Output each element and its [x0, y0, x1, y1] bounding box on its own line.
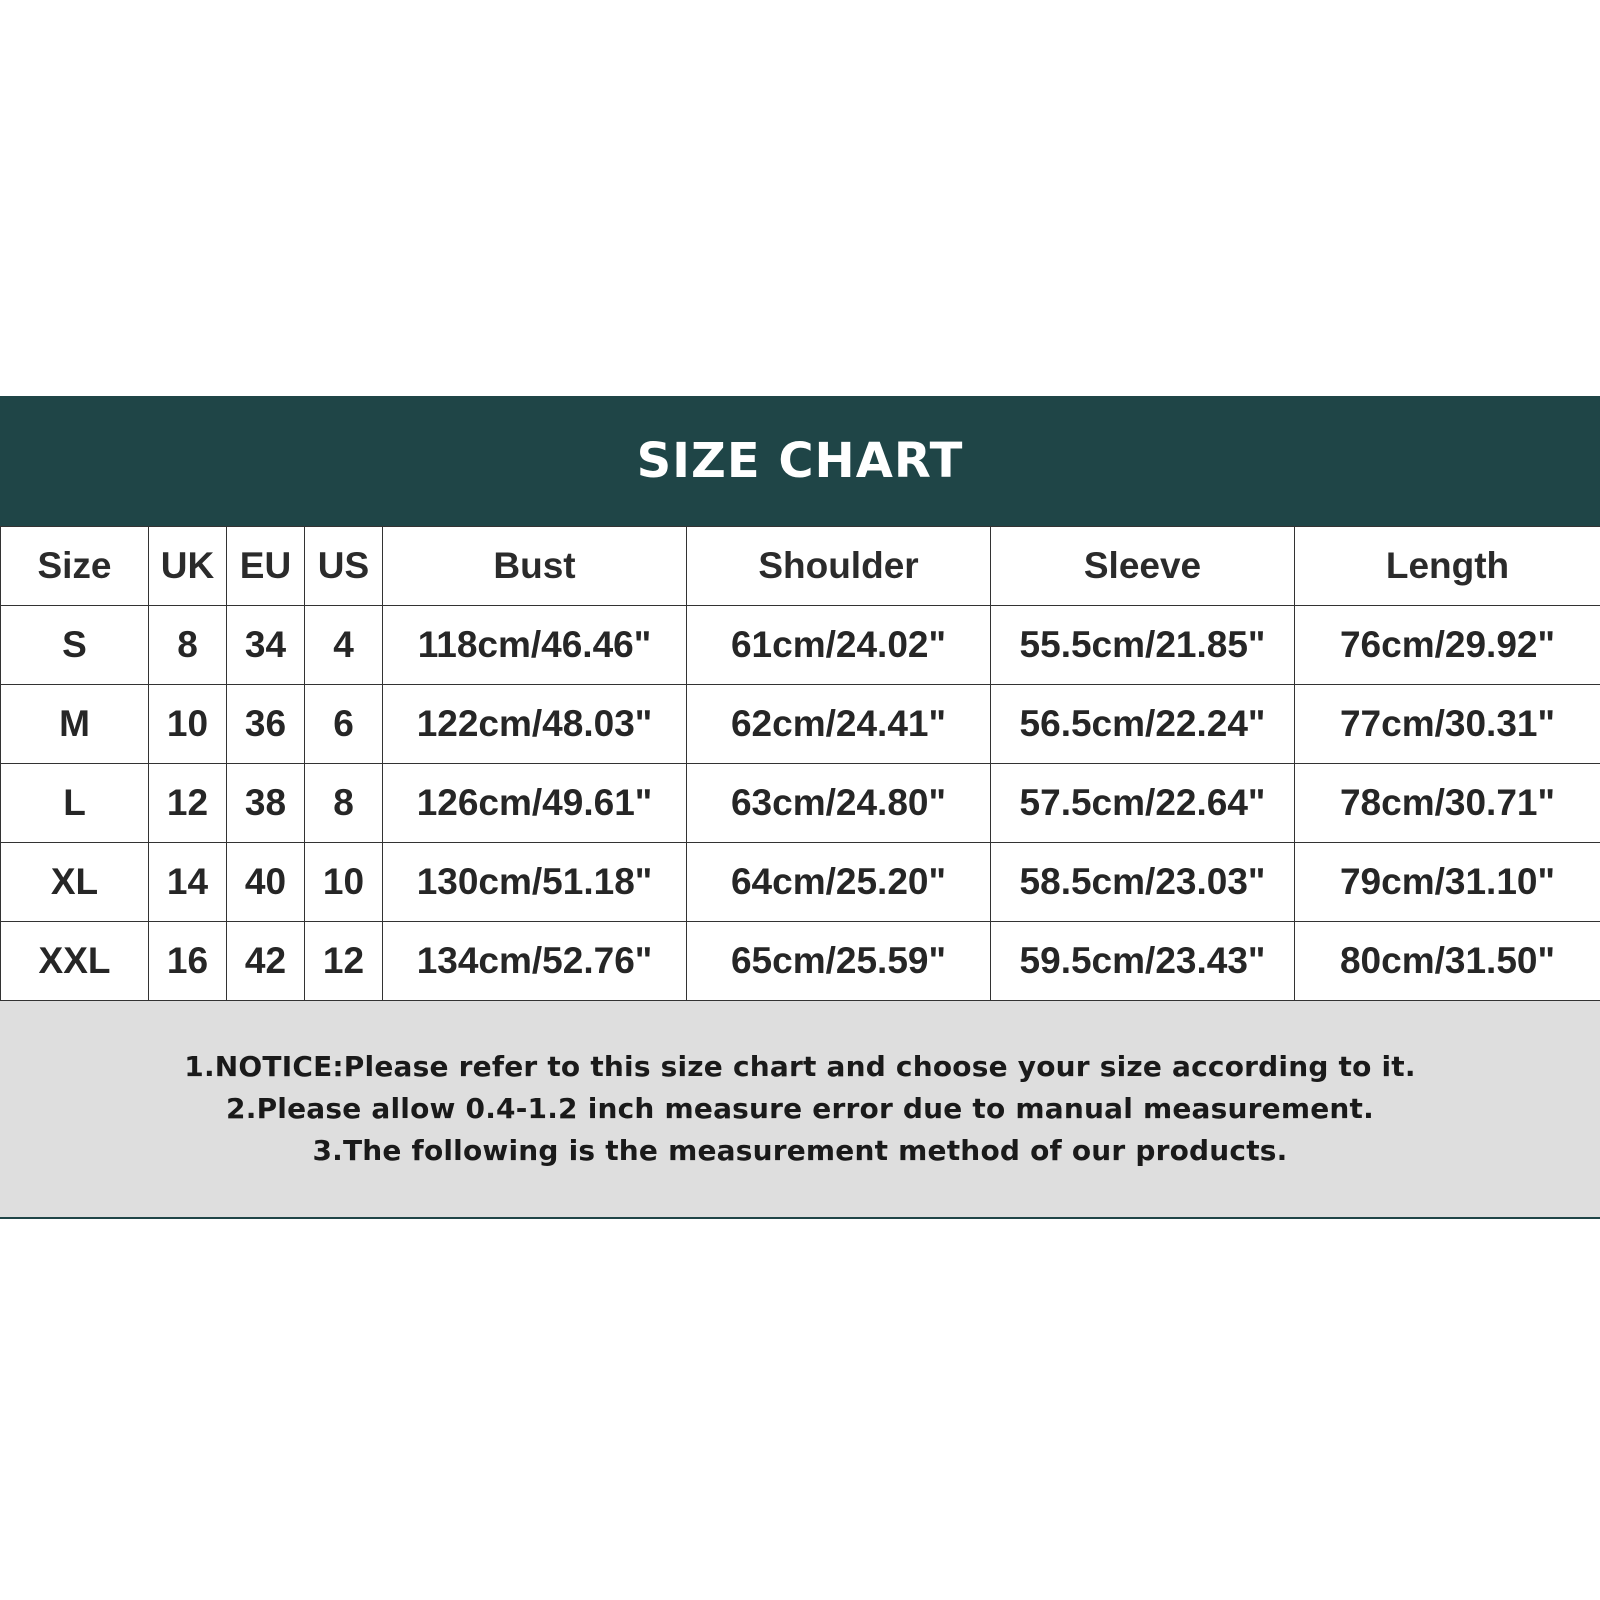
- cell-shoulder: 65cm/25.59": [687, 922, 991, 1001]
- cell-bust: 118cm/46.46": [383, 606, 687, 685]
- cell-us: 10: [305, 843, 383, 922]
- table-row: [1, 843, 1600, 922]
- cell-shoulder: 61cm/24.02": [687, 606, 991, 685]
- cell-bust: 134cm/52.76": [383, 922, 687, 1001]
- table-row: [1, 606, 1600, 685]
- cell-us: 8: [305, 764, 383, 843]
- size-table: [0, 526, 1600, 1001]
- table-row: [1, 685, 1600, 764]
- header-uk: UK: [149, 527, 227, 606]
- header-row: [1, 527, 1600, 606]
- header-us: US: [305, 527, 383, 606]
- cell-eu: 36: [227, 685, 305, 764]
- cell-us: 12: [305, 922, 383, 1001]
- note-line: 2.Please allow 0.4-1.2 inch measure error due to manual measurement.: [226, 1092, 1374, 1125]
- cell-length: 76cm/29.92": [1295, 606, 1600, 685]
- cell-sleeve: 58.5cm/23.03": [991, 843, 1295, 922]
- cell-eu: 42: [227, 922, 305, 1001]
- notes-panel: [0, 1001, 1600, 1219]
- cell-size: L: [1, 764, 149, 843]
- cell-eu: 38: [227, 764, 305, 843]
- cell-bust: 130cm/51.18": [383, 843, 687, 922]
- cell-bust: 122cm/48.03": [383, 685, 687, 764]
- cell-shoulder: 62cm/24.41": [687, 685, 991, 764]
- cell-length: 77cm/30.31": [1295, 685, 1600, 764]
- cell-uk: 10: [149, 685, 227, 764]
- cell-eu: 40: [227, 843, 305, 922]
- cell-uk: 16: [149, 922, 227, 1001]
- header-length: Length: [1295, 527, 1600, 606]
- header-bust: Bust: [383, 527, 687, 606]
- cell-us: 6: [305, 685, 383, 764]
- cell-size: S: [1, 606, 149, 685]
- table-row: [1, 922, 1600, 1001]
- cell-uk: 14: [149, 843, 227, 922]
- table-row: [1, 764, 1600, 843]
- title-bar: [0, 396, 1600, 526]
- cell-sleeve: 59.5cm/23.43": [991, 922, 1295, 1001]
- cell-shoulder: 64cm/25.20": [687, 843, 991, 922]
- header-size: Size: [1, 527, 149, 606]
- chart-title: SIZE CHART: [636, 433, 964, 489]
- size-chart: [0, 396, 1600, 1219]
- cell-size: M: [1, 685, 149, 764]
- cell-length: 79cm/31.10": [1295, 843, 1600, 922]
- cell-eu: 34: [227, 606, 305, 685]
- cell-sleeve: 57.5cm/22.64": [991, 764, 1295, 843]
- cell-size: XXL: [1, 922, 149, 1001]
- header-shoulder: Shoulder: [687, 527, 991, 606]
- cell-bust: 126cm/49.61": [383, 764, 687, 843]
- cell-length: 80cm/31.50": [1295, 922, 1600, 1001]
- header-eu: EU: [227, 527, 305, 606]
- note-line: 1.NOTICE:Please refer to this size chart and choose your size according to it.: [184, 1050, 1416, 1083]
- cell-uk: 12: [149, 764, 227, 843]
- header-sleeve: Sleeve: [991, 527, 1295, 606]
- cell-sleeve: 55.5cm/21.85": [991, 606, 1295, 685]
- cell-us: 4: [305, 606, 383, 685]
- cell-uk: 8: [149, 606, 227, 685]
- cell-sleeve: 56.5cm/22.24": [991, 685, 1295, 764]
- cell-shoulder: 63cm/24.80": [687, 764, 991, 843]
- cell-length: 78cm/30.71": [1295, 764, 1600, 843]
- cell-size: XL: [1, 843, 149, 922]
- note-line: 3.The following is the measurement method of our products.: [312, 1134, 1288, 1167]
